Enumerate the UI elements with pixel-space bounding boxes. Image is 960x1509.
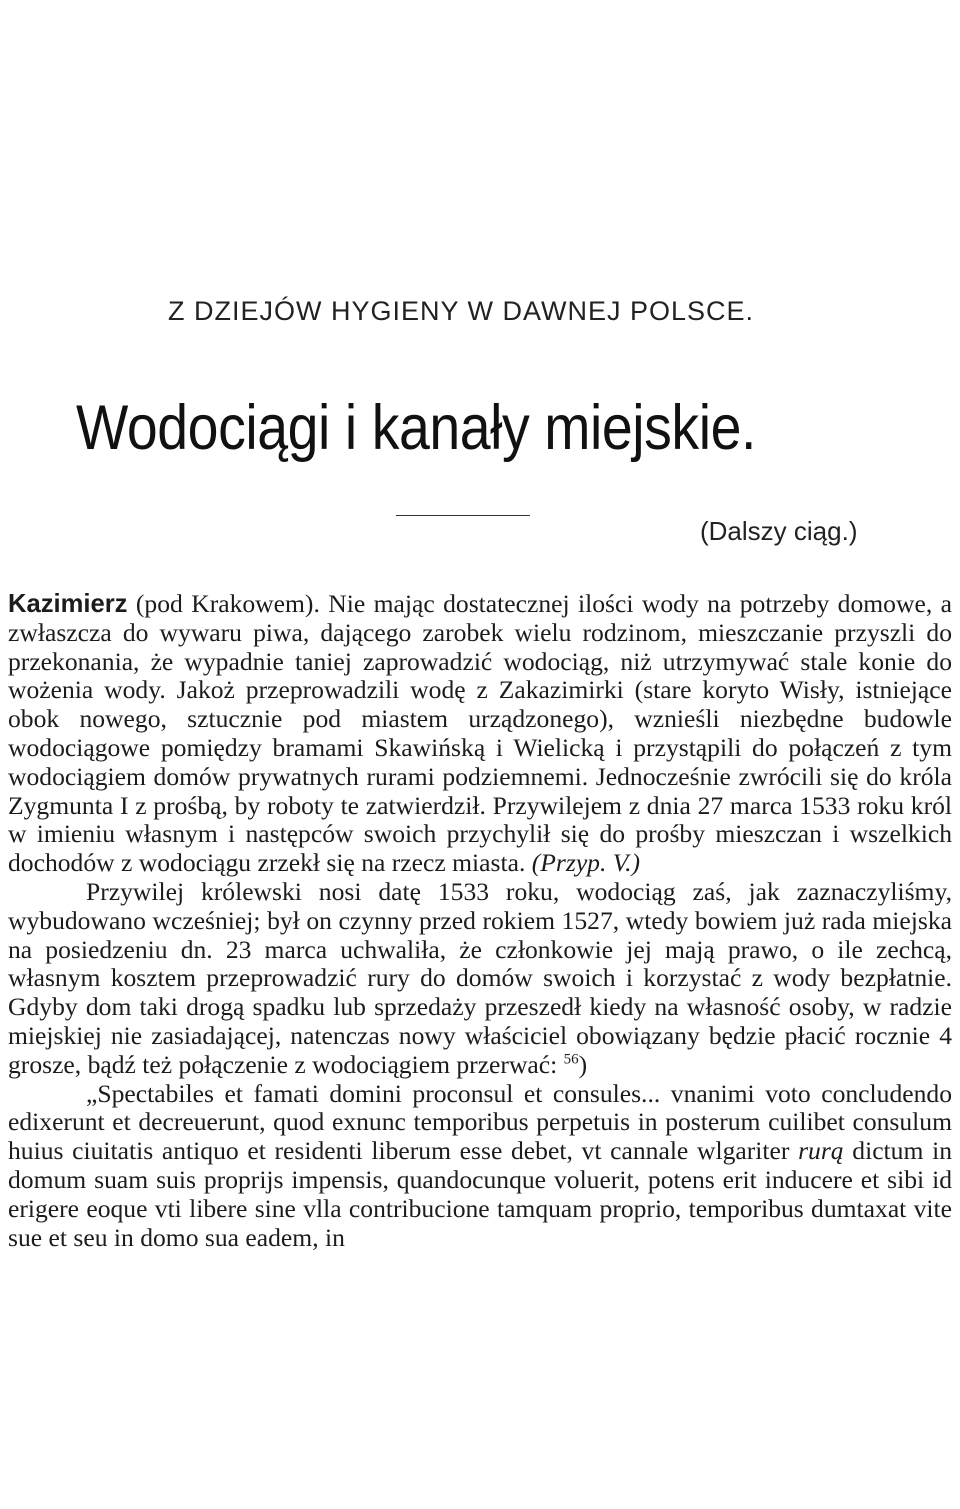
paragraph-kazimierz xyxy=(8,590,952,878)
paragraph-latin-quote xyxy=(8,1080,952,1253)
editor-reference: (Przyp. V.) xyxy=(525,848,641,878)
paragraph-text: dictum in domum suam suis proprijs impensis, quandocunque voluerit, potens erit inducere et sibi id erigere eoque vti libere sine vlla contribucione tamquam proprio, temporibus dumtaxat vite sue et seu in domo sua eadem, in xyxy=(8,1136,952,1252)
section-heading: Z DZIEJÓW HYGIENY W DAWNEJ POLSCE. xyxy=(168,296,755,326)
title-divider xyxy=(396,515,530,516)
place-name: Kazimierz xyxy=(8,590,128,618)
article-body xyxy=(8,590,952,1252)
paragraph-privilege xyxy=(8,878,952,1080)
footnote-paren: ) xyxy=(578,1049,588,1079)
footnote-marker: 56 xyxy=(563,1051,579,1068)
paragraph-text: (pod Krakowem). Nie mając dostatecznej ilości wody na potrzeby domowe, a zwłaszcza do wywaru piwa, dającego zarobek wielu rodzinom, mieszczanie przyszli do przekonania, że wypadnie taniej zaprowadzić wodociąg, niż utrzymywać stale konie do wożenia wody. Jakoż przeprowadzili wodę z Zakazimirki (stare koryto Wisły, istniejące obok nowego, sztucznie pod miastem urządzonego), wznieśli niezbędne budowle wodociągowe pomiędzy bramami Skawińską i Wielicką i przystąpili do połączeń z tym wodociągiem domów prywatnych rurami podziemnemi. Jednocześnie zwrócili się do króla Zygmunta I z prośbą, by roboty te zatwierdził. Przywilejem z dnia 27 marca 1533 roku król w imieniu własnym i następców swoich przychylił się do prośby mieszczan i wszelkich dochodów z wodociągu zrzekł się na rzecz miasta. xyxy=(8,589,952,878)
continuation-note: (Dalszy ciąg.) xyxy=(700,516,858,546)
article-title: Wodociągi i kanały miejskie. xyxy=(76,393,756,463)
paragraph-text: Przywilej królewski nosi datę 1533 roku, wodociąg zaś, jak zaznaczyliśmy, wybudowano wcześniej; był on czynny przed rokiem 1527, wtedy bowiem już rada miejska na posiedzeniu dn. 23 marca uchwaliła, że członkowie jej mają prawo, o ile zechcą, własnym kosztem przeprowadzić rury do domów swoich i korzystać z wody bezpłatnie. Gdyby dom taki drogą spadku lub sprzedaży przeszedł kiedy na własność osoby, w radzie miejskiej nie zasiadającej, natenczas nowy właściciel obowiązany będzie płacić rocznie 4 grosze, bądź też połączenie z wodociągiem przerwać: xyxy=(8,876,952,1079)
italic-term: rurą xyxy=(798,1136,844,1166)
paragraph-text: „Spectabiles et famati domini proconsul et consules... vnanimi voto concludendo edixerunt et decreuerunt, quod exnunc temporibus perpetuis in posterum cuilibet consulum huius ciuitatis antiquo et residenti liberum esse debet, vt cannale wlgariter xyxy=(8,1078,952,1166)
